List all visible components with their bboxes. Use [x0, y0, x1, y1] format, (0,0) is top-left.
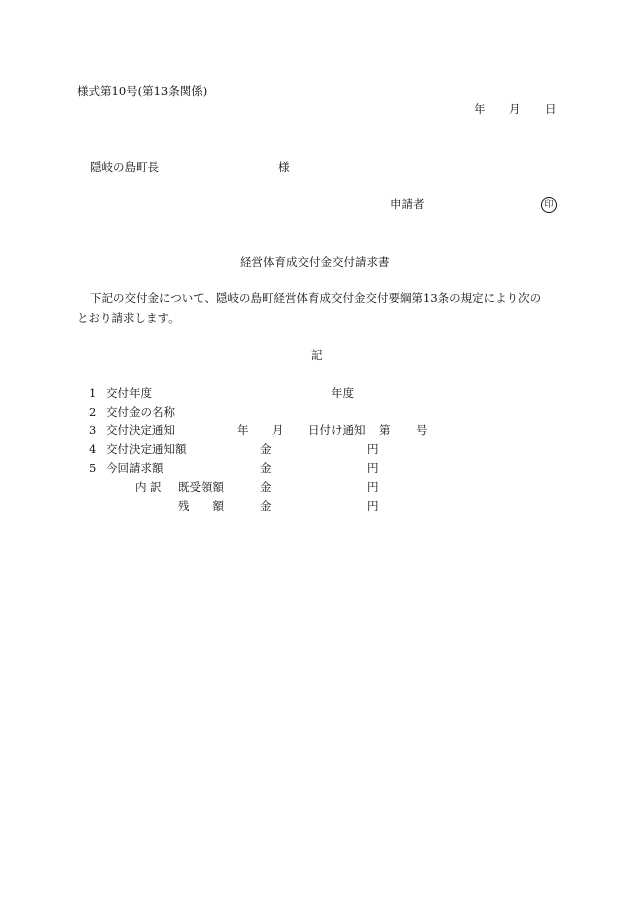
applicant-label: 申請者 [390, 197, 425, 211]
item-5-label: 今回請求額 [106, 461, 164, 475]
date-month-label: 月 [509, 102, 521, 116]
breakdown-remaining-yen: 円 [367, 499, 379, 513]
item-1-unit: 年度 [331, 386, 354, 400]
item-5-number: 5 [89, 461, 97, 475]
item-5-kin: 金 [260, 461, 272, 475]
item-4-number: 4 [89, 442, 97, 456]
item-2-label: 交付金の名称 [106, 405, 175, 419]
seal-icon: 印 [541, 197, 557, 213]
form-number: 様式第10号(第13条関係) [77, 84, 208, 98]
item-1-number: 1 [89, 386, 97, 400]
addressee-honorific: 様 [278, 160, 290, 174]
item-5-yen: 円 [367, 461, 379, 475]
item-3-label: 交付決定通知 [106, 423, 175, 437]
date-year-label: 年 [474, 102, 486, 116]
item-4-label: 交付決定通知額 [106, 442, 187, 456]
item-4-yen: 円 [367, 442, 379, 456]
item-3-dated: 日付け通知 [308, 423, 366, 437]
breakdown-remaining-kin: 金 [260, 499, 272, 513]
item-3-year: 年 [237, 423, 249, 437]
breakdown-received-yen: 円 [367, 480, 379, 494]
item-2-number: 2 [89, 405, 97, 419]
ki-heading: 記 [311, 348, 323, 362]
breakdown-label: 内 訳 [135, 480, 162, 494]
item-3-go: 号 [416, 423, 428, 437]
body-text-line-1: 下記の交付金について、隠岐の島町経営体育成交付金交付要綱第13条の規定により次の [90, 291, 542, 305]
date-day-label: 日 [545, 102, 557, 116]
breakdown-received-label: 既受領額 [178, 480, 224, 494]
body-text-line-2: とおり請求します。 [77, 311, 180, 325]
breakdown-received-kin: 金 [260, 480, 272, 494]
seal-mark [541, 197, 557, 213]
document-title: 経営体育成交付金交付請求書 [240, 255, 390, 269]
item-4-kin: 金 [260, 442, 272, 456]
breakdown-remaining-label: 残 額 [178, 499, 224, 513]
item-3-dai: 第 [379, 423, 391, 437]
item-3-month: 月 [272, 423, 284, 437]
item-1-label: 交付年度 [106, 386, 152, 400]
addressee-name: 隠岐の島町長 [90, 160, 159, 174]
item-3-number: 3 [89, 423, 97, 437]
